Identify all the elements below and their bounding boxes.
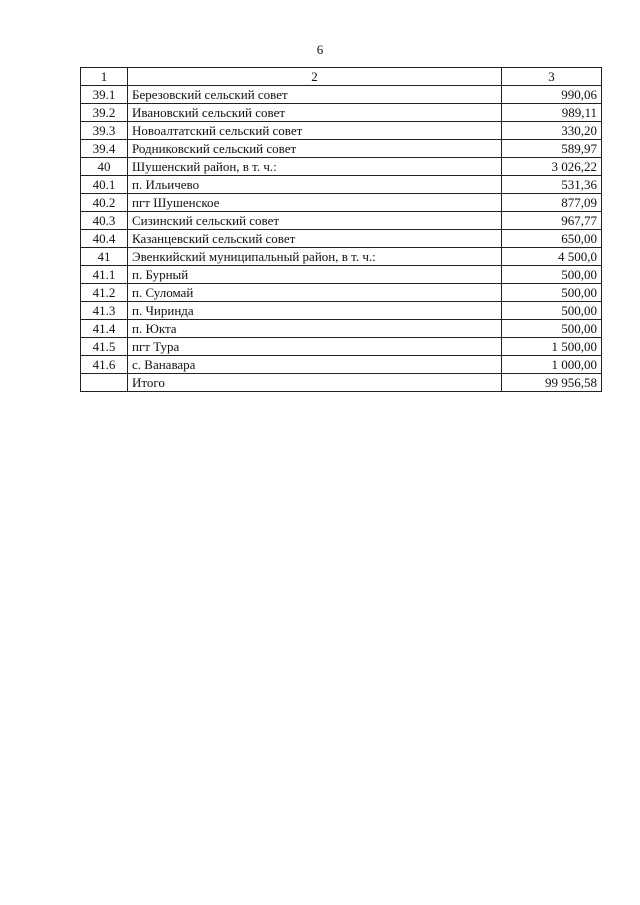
row-number: 40 <box>81 158 128 176</box>
row-name: Новоалтатский сельский совет <box>128 122 502 140</box>
table-row <box>81 248 602 266</box>
row-name: Казанцевский сельский совет <box>128 230 502 248</box>
row-number: 39.4 <box>81 140 128 158</box>
page-number: 6 <box>316 42 324 57</box>
row-number: 39.1 <box>81 86 128 104</box>
row-number: 41 <box>81 248 128 266</box>
row-number: 41.3 <box>81 302 128 320</box>
row-name: с. Ванавара <box>128 356 502 374</box>
total-label: Итого <box>128 374 502 392</box>
total-value: 99 956,58 <box>502 374 602 392</box>
table-row <box>81 356 602 374</box>
row-number: 40.2 <box>81 194 128 212</box>
row-value: 500,00 <box>502 320 602 338</box>
row-name: п. Чиринда <box>128 302 502 320</box>
header-cell-1: 1 <box>81 68 128 86</box>
table-row <box>81 104 602 122</box>
table-row <box>81 266 602 284</box>
row-number <box>81 374 128 392</box>
table-body <box>81 68 602 392</box>
row-value: 650,00 <box>502 230 602 248</box>
row-name: Сизинский сельский совет <box>128 212 502 230</box>
row-name: п. Юкта <box>128 320 502 338</box>
row-name: Эвенкийский муниципальный район, в т. ч.: <box>128 248 502 266</box>
table-row <box>81 122 602 140</box>
row-value: 967,77 <box>502 212 602 230</box>
table-row <box>81 230 602 248</box>
row-name: п. Бурный <box>128 266 502 284</box>
row-value: 500,00 <box>502 302 602 320</box>
row-value: 500,00 <box>502 266 602 284</box>
table-header-row <box>81 68 602 86</box>
table-row <box>81 302 602 320</box>
row-name: п. Суломай <box>128 284 502 302</box>
row-number: 39.3 <box>81 122 128 140</box>
row-number: 41.4 <box>81 320 128 338</box>
row-number: 39.2 <box>81 104 128 122</box>
row-name: пгт Тура <box>128 338 502 356</box>
row-value: 4 500,0 <box>502 248 602 266</box>
row-number: 41.6 <box>81 356 128 374</box>
row-number: 40.3 <box>81 212 128 230</box>
row-value: 989,11 <box>502 104 602 122</box>
row-value: 1 000,00 <box>502 356 602 374</box>
header-cell-3: 3 <box>502 68 602 86</box>
row-value: 330,20 <box>502 122 602 140</box>
table-row <box>81 320 602 338</box>
row-name: Ивановский сельский совет <box>128 104 502 122</box>
table-row <box>81 284 602 302</box>
row-name: пгт Шушенское <box>128 194 502 212</box>
table-row <box>81 86 602 104</box>
row-number: 41.2 <box>81 284 128 302</box>
table-row <box>81 194 602 212</box>
row-number: 40.4 <box>81 230 128 248</box>
table-row <box>81 212 602 230</box>
header-cell-2: 2 <box>128 68 502 86</box>
row-value: 531,36 <box>502 176 602 194</box>
row-value: 990,06 <box>502 86 602 104</box>
table-row <box>81 338 602 356</box>
row-value: 877,09 <box>502 194 602 212</box>
budget-table <box>80 67 602 392</box>
row-value: 3 026,22 <box>502 158 602 176</box>
row-name: Родниковский сельский совет <box>128 140 502 158</box>
row-name: п. Ильичево <box>128 176 502 194</box>
row-number: 40.1 <box>81 176 128 194</box>
table-total-row <box>81 374 602 392</box>
row-number: 41.5 <box>81 338 128 356</box>
row-name: Березовский сельский совет <box>128 86 502 104</box>
row-number: 41.1 <box>81 266 128 284</box>
row-value: 1 500,00 <box>502 338 602 356</box>
table-row <box>81 140 602 158</box>
row-name: Шушенский район, в т. ч.: <box>128 158 502 176</box>
row-value: 589,97 <box>502 140 602 158</box>
row-value: 500,00 <box>502 284 602 302</box>
table-row <box>81 158 602 176</box>
table-row <box>81 176 602 194</box>
